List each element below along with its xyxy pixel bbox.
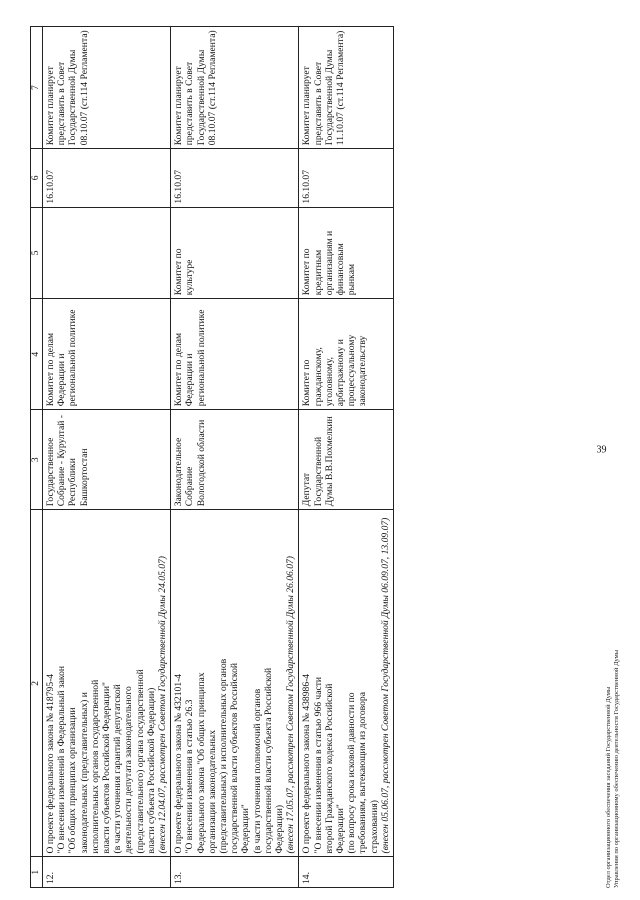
header-cell: 5 xyxy=(31,207,43,299)
bill-note: (внесен 05.06.07, рассмотрен Советом Государственной Думы 06.09.07, 13.09.07) xyxy=(379,517,391,854)
bill-title-line: "О внесении изменения в статью 966 части xyxy=(312,676,324,854)
bill-title-line: (в части уточнения гарантий депутатской xyxy=(112,684,124,854)
header-cell: 3 xyxy=(31,410,43,510)
bill-title-line: деятельности депутата законодательного xyxy=(123,686,135,854)
co-committee-cell: Комитет по кредитным организациям и финансовым рынкам xyxy=(299,207,394,299)
committee-cell: Комитет по делам Федерации и региональной политике xyxy=(43,299,171,410)
bill-title-line: О проекте федерального закона № 418795-4 xyxy=(45,673,56,854)
table-row xyxy=(43,27,171,888)
header-cell: 6 xyxy=(31,149,43,207)
bill-title-line: (представительных) и исполнительных органов xyxy=(218,658,230,854)
bill-title-line: второй Гражданского кодекса Российской xyxy=(323,683,335,854)
initiator-cell: Законодательное Собрание Вологодской области xyxy=(171,410,299,510)
bill-title-line: (по вопросу срока исковой давности по xyxy=(346,692,358,854)
bill-title-line: государственной власти субъекта Российской xyxy=(262,667,274,854)
date-cell: 16.10.07 xyxy=(299,149,394,207)
co-committee-cell: Комитет по культуре xyxy=(171,207,299,299)
bill-title-line: законодательных (представительных) и xyxy=(78,692,90,854)
bill-title-line: государственной власти субъектов Российской xyxy=(229,662,241,854)
bill-title-line: власти субъекта Российской Федерации) xyxy=(145,687,157,854)
plan-cell: Комитет планирует представить в Совет Государственной Думы 08.10.07 (ст.114 Регламента) xyxy=(43,27,171,149)
bill-title-line: Федерации) xyxy=(274,804,286,854)
footer-line: Управления по организационному обеспечению деятельности Государственной Думы xyxy=(613,649,620,888)
bill-title-line: требованиям, вытекающим из договора xyxy=(357,692,369,854)
committee-cell: Комитет по гражданскому, уголовному, арбитражному и процессуальному законодательству xyxy=(299,299,394,410)
header-cell: 4 xyxy=(31,299,43,410)
bill-title-line: страхования) xyxy=(368,800,380,854)
header-cell: 2 xyxy=(31,510,43,857)
table-row xyxy=(171,27,299,888)
bill-title-line: "О внесении изменений в Федеральный закон xyxy=(56,665,68,854)
bill-title xyxy=(171,510,299,857)
header-row xyxy=(31,27,43,888)
bill-title-line: Федерального закона "Об общих принципах xyxy=(195,672,207,854)
bill-title-line: Федерации" xyxy=(240,804,252,854)
bill-title xyxy=(299,510,394,857)
header-cell: 7 xyxy=(31,27,43,149)
row-number: 13. xyxy=(171,857,299,888)
table-row xyxy=(299,27,394,888)
committee-cell: Комитет по делам Федерации и региональной политике xyxy=(171,299,299,410)
co-committee-cell xyxy=(43,207,171,299)
bill-title-line: (представительного) органа государственной xyxy=(134,669,146,854)
bill-note: (внесен 17.05.07, рассмотрен Советом Государственной Думы 26.06.07) xyxy=(285,556,297,854)
initiator-cell: Депутат Государственной Думы В.В.Похмелкин xyxy=(299,410,394,510)
bill-title-line: О проекте федерального закона № 438986-4 xyxy=(301,673,313,854)
date-cell: 16.10.07 xyxy=(171,149,299,207)
bill-title-line: "О внесении изменения в статью 26.3 xyxy=(184,699,196,854)
bills-table xyxy=(30,26,394,888)
date-cell: 16.10.07 xyxy=(43,149,171,207)
bill-title-line: организации законодательных xyxy=(206,729,218,854)
row-number: 14. xyxy=(299,857,394,888)
bill-title-line: исполнительных органов государственной xyxy=(89,679,101,854)
bill-title xyxy=(43,510,171,857)
page-footer xyxy=(605,650,621,888)
row-number: 12. xyxy=(43,857,171,888)
bill-title-line: О проекте федерального закона № 432101-4 xyxy=(173,673,185,854)
page-number: 39 xyxy=(596,444,607,456)
initiator-cell: Государственное Собрание - Курултай - Республики Башкортостан xyxy=(43,410,171,510)
footer-line: Отдел организационного обеспечения заседаний Государственной Думы xyxy=(605,686,612,888)
bill-note: (внесен 12.04.07, рассмотрен Советом Государственной Думы 24.05.07) xyxy=(157,556,169,854)
bill-title-line: (в части уточнения полномочий органов xyxy=(251,688,263,854)
header-cell: 1 xyxy=(31,857,43,888)
plan-cell: Комитет планирует представить в Совет Государственной Думы 11.10.07 (ст.114 Регламента) xyxy=(299,27,394,149)
bill-title-line: Федерации" xyxy=(335,804,347,854)
plan-cell: Комитет планирует представить в Совет Государственной Думы 08.10.07 (ст.114 Регламента) xyxy=(171,27,299,149)
bill-title-line: власти субъектов Российской Федерации" xyxy=(101,682,113,854)
bill-title-line: "Об общих принципах организации xyxy=(67,707,79,854)
